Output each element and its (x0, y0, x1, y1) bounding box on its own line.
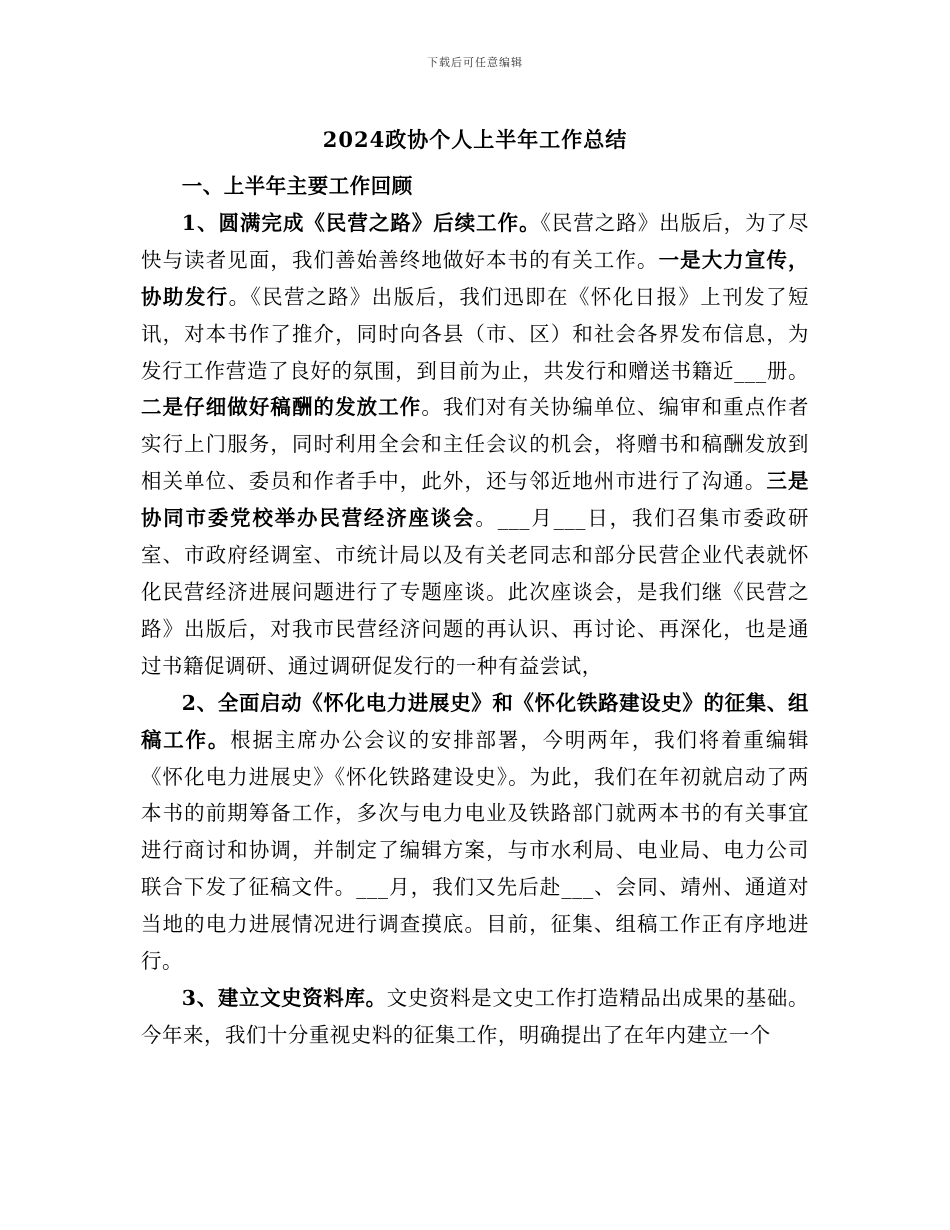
document-body (141, 168, 809, 1054)
item-3-heading: 3、建立文史资料库。 (181, 985, 387, 1010)
item-1-text-4: 。___月___日，我们召集市委政研室、市政府经调室、市统计局以及有关老同志和部分民营企业代表就怀化民营经济进展问题进行了专题座谈。此次座谈会，是我们继《民营之路》出版后，对我市民营经济问题的再认识、再讨论、再深化，也是通过书籍促调研、通过调研促发行的一种有益尝试， (141, 506, 809, 678)
item-1-text-2: 。《民营之路》出版后，我们迅即在《怀化日报》上刊发了短讯，对本书作了推介，同时向各县（市、区）和社会各界发布信息，为发行工作营造了良好的氛围，到目前为止，共发行和赠送书籍近___册。 (141, 284, 810, 383)
document-title: 2024政协个人上半年工作总结 (322, 127, 628, 152)
item-1-heading: 1、圆满完成《民营之路》后续工作。 (181, 210, 541, 235)
item-2-text: 根据主席办公会议的安排部署，今明两年，我们将着重编辑《怀化电力进展史》《怀化铁路建设史》。为此，我们在年初就启动了两本书的前期筹备工作，多次与电力电业及铁路部门就两本书的有关事宜进行商讨和协调，并制定了编辑方案，与市水利局、电业局、电力公司联合下发了征稿文件。___月，我们又先后赴___、会同、靖州、通道对当地的电力进展情况进行调查摸底。目前，征集、组稿工作正有序地进行。 (141, 727, 809, 974)
item-1-text-1: 《民营之路》出版后，为了尽快与读者见面，我们善始善终地做好本书的有关工作。 (141, 210, 809, 272)
header-note: 下载后可任意编辑 (427, 56, 523, 69)
paragraph-item-1 (141, 205, 809, 685)
item-1-bold-2: 二是仔细做好稿酬的发放工作 (141, 395, 422, 420)
item-3-text: 文史资料是文史工作打造精品出成果的基础。今年来，我们十分重视史料的征集工作，明确提出了在年内建立一个 (141, 985, 810, 1047)
section-heading: 一、上半年主要工作回顾 (181, 174, 413, 198)
item-2-heading: 2、全面启动《怀化电力进展史》和《怀化铁路建设史》的征集、组稿工作。 (141, 690, 809, 752)
item-1-bold-1: 一是大力宣传，协助发行 (141, 247, 809, 309)
item-1-bold-3: 三是协同市委党校举办民营经济座谈会 (141, 469, 809, 531)
item-1-text-3: 。我们对有关协编单位、编审和重点作者实行上门服务，同时利用全会和主任会议的机会，将赠书和稿酬发放到相关单位、委员和作者手中，此外，还与邻近地州市进行了沟通。 (141, 395, 809, 494)
paragraph-item-2 (141, 685, 809, 980)
paragraph-item-3 (141, 980, 809, 1054)
